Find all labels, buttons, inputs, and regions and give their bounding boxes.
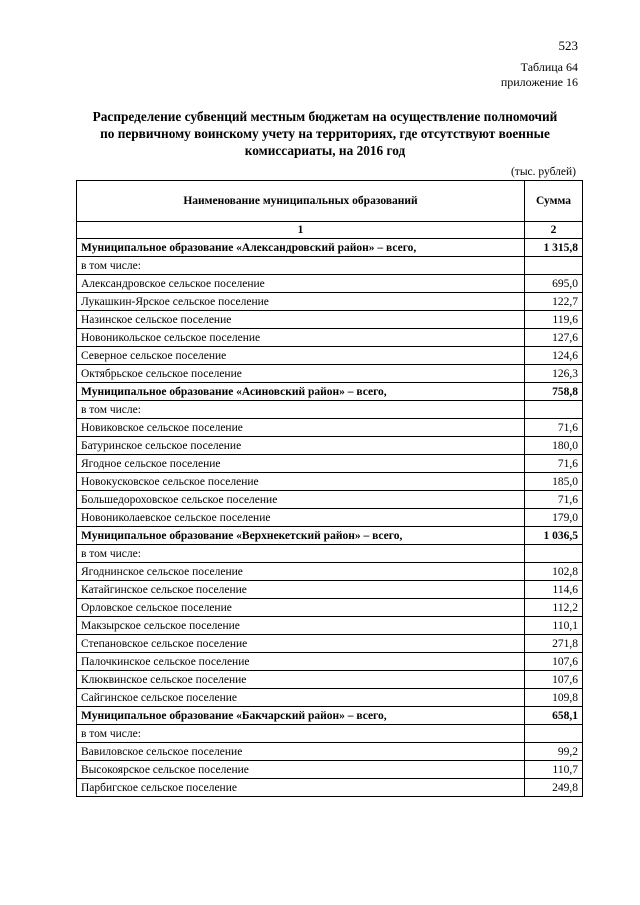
row-name: Вавиловское сельское поселение <box>77 743 525 761</box>
table-row <box>77 329 583 347</box>
row-sum: 1 315,8 <box>525 239 583 257</box>
row-name: Катайгинское сельское поселение <box>77 581 525 599</box>
row-sum: 112,2 <box>525 599 583 617</box>
title-line: по первичному воинскому учету на территориях, где отсутствуют военные <box>100 126 550 141</box>
row-name: Новоникольское сельское поселение <box>77 329 525 347</box>
table-row <box>77 635 583 653</box>
title-line: Распределение субвенций местным бюджетам на осуществление полномочий <box>92 109 558 124</box>
table-row <box>77 653 583 671</box>
row-name: Муниципальное образование «Верхнекетский район» – всего, <box>77 527 525 545</box>
table-row <box>77 455 583 473</box>
column-number: 2 <box>525 222 583 239</box>
table-row-total <box>77 383 583 401</box>
row-sum: 124,6 <box>525 347 583 365</box>
table-row <box>77 617 583 635</box>
row-name: Клюквинское сельское поселение <box>77 671 525 689</box>
header-name: Наименование муниципальных образований <box>77 181 525 222</box>
row-name: в том числе: <box>77 725 525 743</box>
document-title <box>70 108 580 159</box>
row-name: Парбигское сельское поселение <box>77 779 525 797</box>
table-row <box>77 437 583 455</box>
row-name: Сайгинское сельское поселение <box>77 689 525 707</box>
row-sum <box>525 257 583 275</box>
row-sum: 71,6 <box>525 455 583 473</box>
table-reference <box>501 60 578 90</box>
table-row <box>77 599 583 617</box>
row-sum <box>525 401 583 419</box>
table-row-subheading <box>77 545 583 563</box>
row-sum: 71,6 <box>525 491 583 509</box>
row-sum: 658,1 <box>525 707 583 725</box>
row-name: в том числе: <box>77 545 525 563</box>
table-row-total <box>77 707 583 725</box>
row-name: Новокусковское сельское поселение <box>77 473 525 491</box>
table-row <box>77 491 583 509</box>
row-sum: 109,8 <box>525 689 583 707</box>
row-name: в том числе: <box>77 401 525 419</box>
page-number: 523 <box>558 38 578 53</box>
table-row-total <box>77 527 583 545</box>
column-number: 1 <box>77 222 525 239</box>
table-row <box>77 509 583 527</box>
row-sum: 695,0 <box>525 275 583 293</box>
row-name: Октябрьское сельское поселение <box>77 365 525 383</box>
row-sum: 758,8 <box>525 383 583 401</box>
row-name: Назинское сельское поселение <box>77 311 525 329</box>
row-name: Муниципальное образование «Александровский район» – всего, <box>77 239 525 257</box>
row-name: Лукашкин-Ярское сельское поселение <box>77 293 525 311</box>
row-name: Александровское сельское поселение <box>77 275 525 293</box>
row-name: Новиковское сельское поселение <box>77 419 525 437</box>
row-name: Муниципальное образование «Асиновский район» – всего, <box>77 383 525 401</box>
row-name: Новониколаевское сельское поселение <box>77 509 525 527</box>
row-sum: 271,8 <box>525 635 583 653</box>
row-sum: 127,6 <box>525 329 583 347</box>
row-name: Орловское сельское поселение <box>77 599 525 617</box>
row-sum: 107,6 <box>525 671 583 689</box>
header-row <box>77 181 583 222</box>
row-sum <box>525 545 583 563</box>
row-name: Северное сельское поселение <box>77 347 525 365</box>
table-row-total <box>77 239 583 257</box>
appendix-number: приложение 16 <box>500 75 578 89</box>
row-sum: 102,8 <box>525 563 583 581</box>
row-sum: 1 036,5 <box>525 527 583 545</box>
table-row <box>77 689 583 707</box>
table-row <box>77 473 583 491</box>
row-sum: 180,0 <box>525 437 583 455</box>
table-row <box>77 365 583 383</box>
column-number-row <box>77 222 583 239</box>
table-row <box>77 293 583 311</box>
row-sum: 185,0 <box>525 473 583 491</box>
table-row <box>77 671 583 689</box>
row-name: Высокоярское сельское поселение <box>77 761 525 779</box>
row-name: Палочкинское сельское поселение <box>77 653 525 671</box>
table-row <box>77 275 583 293</box>
row-sum: 107,6 <box>525 653 583 671</box>
table-row <box>77 311 583 329</box>
subventions-table <box>76 180 583 797</box>
table-row-subheading <box>77 725 583 743</box>
table-number: Таблица 64 <box>520 60 578 74</box>
row-name: в том числе: <box>77 257 525 275</box>
row-name: Муниципальное образование «Бакчарский район» – всего, <box>77 707 525 725</box>
title-line: комиссариаты, на 2016 год <box>244 143 406 158</box>
row-sum: 99,2 <box>525 743 583 761</box>
row-sum: 110,7 <box>525 761 583 779</box>
table-row <box>77 419 583 437</box>
row-sum: 179,0 <box>525 509 583 527</box>
table-row <box>77 581 583 599</box>
table-row <box>77 761 583 779</box>
row-sum <box>525 725 583 743</box>
header-sum: Сумма <box>525 181 583 222</box>
row-name: Большедороховское сельское поселение <box>77 491 525 509</box>
table-row <box>77 779 583 797</box>
table-row <box>77 347 583 365</box>
row-sum: 126,3 <box>525 365 583 383</box>
row-sum: 122,7 <box>525 293 583 311</box>
row-name: Батуринское сельское поселение <box>77 437 525 455</box>
row-sum: 110,1 <box>525 617 583 635</box>
units-note: (тыс. рублей) <box>510 166 576 178</box>
table-row-subheading <box>77 401 583 419</box>
row-sum: 119,6 <box>525 311 583 329</box>
row-name: Ягодное сельское поселение <box>77 455 525 473</box>
row-sum: 71,6 <box>525 419 583 437</box>
table-row <box>77 563 583 581</box>
row-sum: 249,8 <box>525 779 583 797</box>
table-row <box>77 743 583 761</box>
row-name: Степановское сельское поселение <box>77 635 525 653</box>
row-name: Макзырское сельское поселение <box>77 617 525 635</box>
row-sum: 114,6 <box>525 581 583 599</box>
row-name: Ягоднинское сельское поселение <box>77 563 525 581</box>
table-row-subheading <box>77 257 583 275</box>
